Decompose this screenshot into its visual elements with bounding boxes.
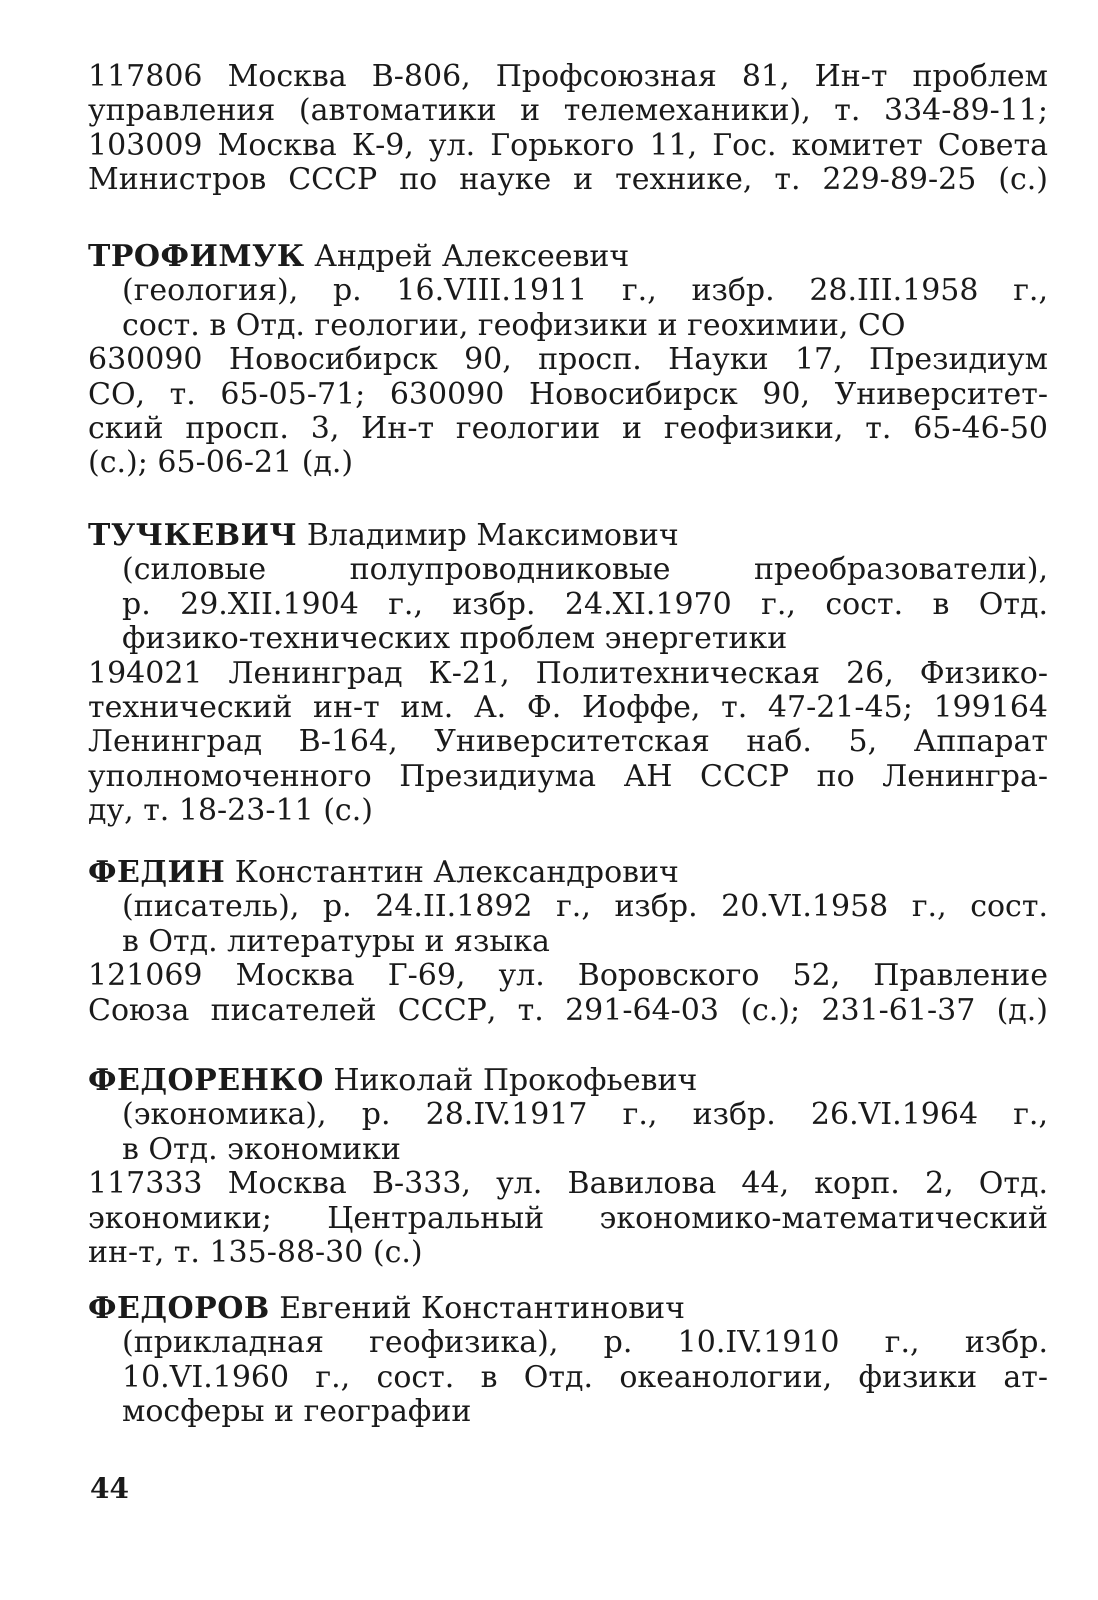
continuation-address xyxy=(88,60,1048,198)
entry-details-line: (геология), р. 16.VIII.1911 г., избр. 28.III.1958 г., xyxy=(122,273,1048,309)
entry-address-line: экономики; Центральный экономико-математический xyxy=(88,1200,1048,1236)
entry-heading xyxy=(88,240,1048,274)
entry-surname: ФЕДОРОВ xyxy=(88,1291,270,1326)
entry-details-line: р. 29.XII.1904 г., избр. 24.XI.1970 г., сост. в Отд. xyxy=(122,586,1048,622)
entry-fedin xyxy=(88,856,1048,1028)
entry-address-line: 630090 Новосибирск 90, просп. Науки 17, Президиум xyxy=(88,342,1048,378)
entry-address-line: ский просп. 3, Ин-т геологии и геофизики, т. 65-46-50 xyxy=(88,410,1048,446)
entry-details-line: физико-технических проблем энергетики xyxy=(122,621,788,657)
entry-heading xyxy=(88,856,1048,890)
entry-address-line: (с.); 65-06-21 (д.) xyxy=(88,445,354,481)
entry-fedorenko xyxy=(88,1064,1048,1270)
entry-heading xyxy=(88,519,1048,553)
entry-details-line: (писатель), р. 24.II.1892 г., избр. 20.VI.1958 г., сост. xyxy=(122,889,1048,925)
entry-address-line: 121069 Москва Г-69, ул. Воровского 52, Правление xyxy=(88,958,1048,994)
entry-details-line: (экономика), р. 28.IV.1917 г., избр. 26.VI.1964 г., xyxy=(122,1097,1048,1133)
entry-details-line: (силовые полупроводниковые преобразователи), xyxy=(122,552,1048,588)
entry-details-line: (прикладная геофизика), р. 10.IV.1910 г., избр. xyxy=(122,1325,1048,1361)
entry-address-line: СО, т. 65-05-71; 630090 Новосибирск 90, Университет- xyxy=(88,376,1048,412)
address-line: Министров СССР по науке и технике, т. 229-89-25 (с.) xyxy=(88,162,1048,198)
entry-address-line: 194021 Ленинград К-21, Политехническая 26, Физико- xyxy=(88,655,1048,691)
entry-trofimuk xyxy=(88,240,1048,481)
entry-fedorov xyxy=(88,1292,1048,1430)
entry-details-line: в Отд. литературы и языка xyxy=(122,923,550,959)
entry-given-names: Константин Александрович xyxy=(234,855,679,890)
page-number: 44 xyxy=(90,1472,129,1505)
entry-address-line: технический ин-т им. А. Ф. Иоффе, т. 47-21-45; 199164 xyxy=(88,689,1048,725)
entry-heading xyxy=(88,1292,1048,1326)
address-line: управления (автоматики и телемеханики), т. 334-89-11; xyxy=(88,93,1048,129)
entry-heading xyxy=(88,1064,1048,1098)
entry-surname: ФЕДОРЕНКО xyxy=(88,1063,324,1098)
entry-address-line: ин-т, т. 135-88-30 (с.) xyxy=(88,1234,423,1270)
entry-address-line: ду, т. 18-23-11 (с.) xyxy=(88,793,373,829)
entry-details-line: сост. в Отд. геологии, геофизики и геохимии, СО xyxy=(122,307,906,343)
entry-address-line: 117333 Москва В-333, ул. Вавилова 44, корп. 2, Отд. xyxy=(88,1166,1048,1202)
entry-tuchkevich xyxy=(88,519,1048,829)
entry-surname: ТРОФИМУК xyxy=(88,239,305,274)
entry-surname: ФЕДИН xyxy=(88,855,226,890)
address-line: 117806 Москва В-806, Профсоюзная 81, Ин-т проблем xyxy=(88,59,1048,94)
entry-given-names: Андрей Алексеевич xyxy=(314,239,630,274)
entry-details-line: 10.VI.1960 г., сост. в Отд. океанологии, физики ат- xyxy=(122,1359,1048,1395)
entry-details-line: мосферы и географии xyxy=(122,1394,472,1430)
address-line: 103009 Москва К-9, ул. Горького 11, Гос. комитет Совета xyxy=(88,127,1048,163)
entry-given-names: Владимир Максимович xyxy=(306,518,679,553)
entry-given-names: Николай Прокофьевич xyxy=(333,1063,698,1098)
entry-surname: ТУЧКЕВИЧ xyxy=(88,518,298,553)
entry-given-names: Евгений Константинович xyxy=(279,1291,685,1326)
entry-address-line: Союза писателей СССР, т. 291-64-03 (с.); 231-61-37 (д.) xyxy=(88,992,1048,1028)
entry-address-line: уполномоченного Президиума АН СССР по Ленингра- xyxy=(88,758,1048,794)
entry-details-line: в Отд. экономики xyxy=(122,1131,401,1167)
entry-address-line: Ленинград В-164, Университетская наб. 5, Аппарат xyxy=(88,724,1048,760)
